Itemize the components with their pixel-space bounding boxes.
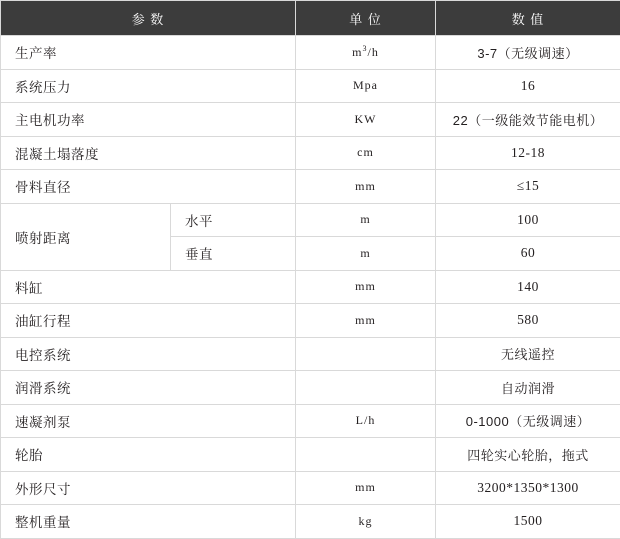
row-parameter: 混凝土塌落度: [1, 136, 296, 170]
row-parameter: 系统压力: [1, 69, 296, 103]
row-subparameter: 水平: [171, 203, 296, 237]
row-unit: L/h: [296, 404, 436, 438]
row-parameter: 油缸行程: [1, 304, 296, 338]
row-unit: kg: [296, 505, 436, 539]
row-value: 四轮实心轮胎，拖式: [436, 438, 620, 472]
table-header-row: [1, 1, 620, 36]
column-header-unit: 单 位: [296, 1, 436, 36]
row-value: 140: [436, 270, 620, 304]
table-row: [1, 438, 620, 472]
table-row: [1, 371, 620, 405]
row-value: 3200*1350*1300: [436, 471, 620, 505]
table-row: [1, 36, 620, 70]
row-value: 22（一级能效节能电机）: [436, 103, 620, 137]
row-unit: [296, 438, 436, 472]
unit-superscript: 3: [363, 44, 368, 53]
table-header: [1, 1, 620, 36]
row-value: 1500: [436, 505, 620, 539]
table-row: [1, 304, 620, 338]
table-row: [1, 136, 620, 170]
table-row: [1, 404, 620, 438]
table-row: [1, 103, 620, 137]
row-unit: KW: [296, 103, 436, 137]
row-parameter: 整机重量: [1, 505, 296, 539]
table-row: [1, 203, 620, 237]
column-header-value: 数 值: [436, 1, 620, 36]
row-value: 12-18: [436, 136, 620, 170]
row-parameter: 主电机功率: [1, 103, 296, 137]
row-value: 自动润滑: [436, 371, 620, 405]
row-parameter: 外形尺寸: [1, 471, 296, 505]
table-body: [1, 36, 620, 539]
row-unit: [296, 36, 436, 70]
row-subparameter: 垂直: [171, 237, 296, 271]
row-value: 16: [436, 69, 620, 103]
row-parameter: 生产率: [1, 36, 296, 70]
table-row: [1, 170, 620, 204]
row-parameter: 骨料直径: [1, 170, 296, 204]
row-unit: m: [296, 237, 436, 271]
table-row: [1, 270, 620, 304]
row-parameter: 料缸: [1, 270, 296, 304]
row-parameter: 电控系统: [1, 337, 296, 371]
row-parameter: 轮胎: [1, 438, 296, 472]
row-parameter-merged: 喷射距离: [1, 203, 171, 270]
row-unit: Mpa: [296, 69, 436, 103]
row-unit: mm: [296, 170, 436, 204]
unit-base: m: [352, 45, 362, 59]
row-value: 60: [436, 237, 620, 271]
column-header-parameter: 参 数: [1, 1, 296, 36]
row-value: 580: [436, 304, 620, 338]
row-unit: [296, 371, 436, 405]
row-unit: m: [296, 203, 436, 237]
row-value: 0-1000（无级调速）: [436, 404, 620, 438]
row-parameter: 润滑系统: [1, 371, 296, 405]
row-value: 3-7（无级调速）: [436, 36, 620, 70]
table-row: [1, 337, 620, 371]
row-unit: mm: [296, 471, 436, 505]
row-unit: mm: [296, 270, 436, 304]
row-unit: [296, 337, 436, 371]
row-value: 100: [436, 203, 620, 237]
row-value: 无线遥控: [436, 337, 620, 371]
row-unit: cm: [296, 136, 436, 170]
table-row: [1, 505, 620, 539]
table-row: [1, 471, 620, 505]
row-value: ≤15: [436, 170, 620, 204]
table-row: [1, 69, 620, 103]
unit-tail: /h: [368, 45, 379, 59]
row-unit: mm: [296, 304, 436, 338]
row-parameter: 速凝剂泵: [1, 404, 296, 438]
